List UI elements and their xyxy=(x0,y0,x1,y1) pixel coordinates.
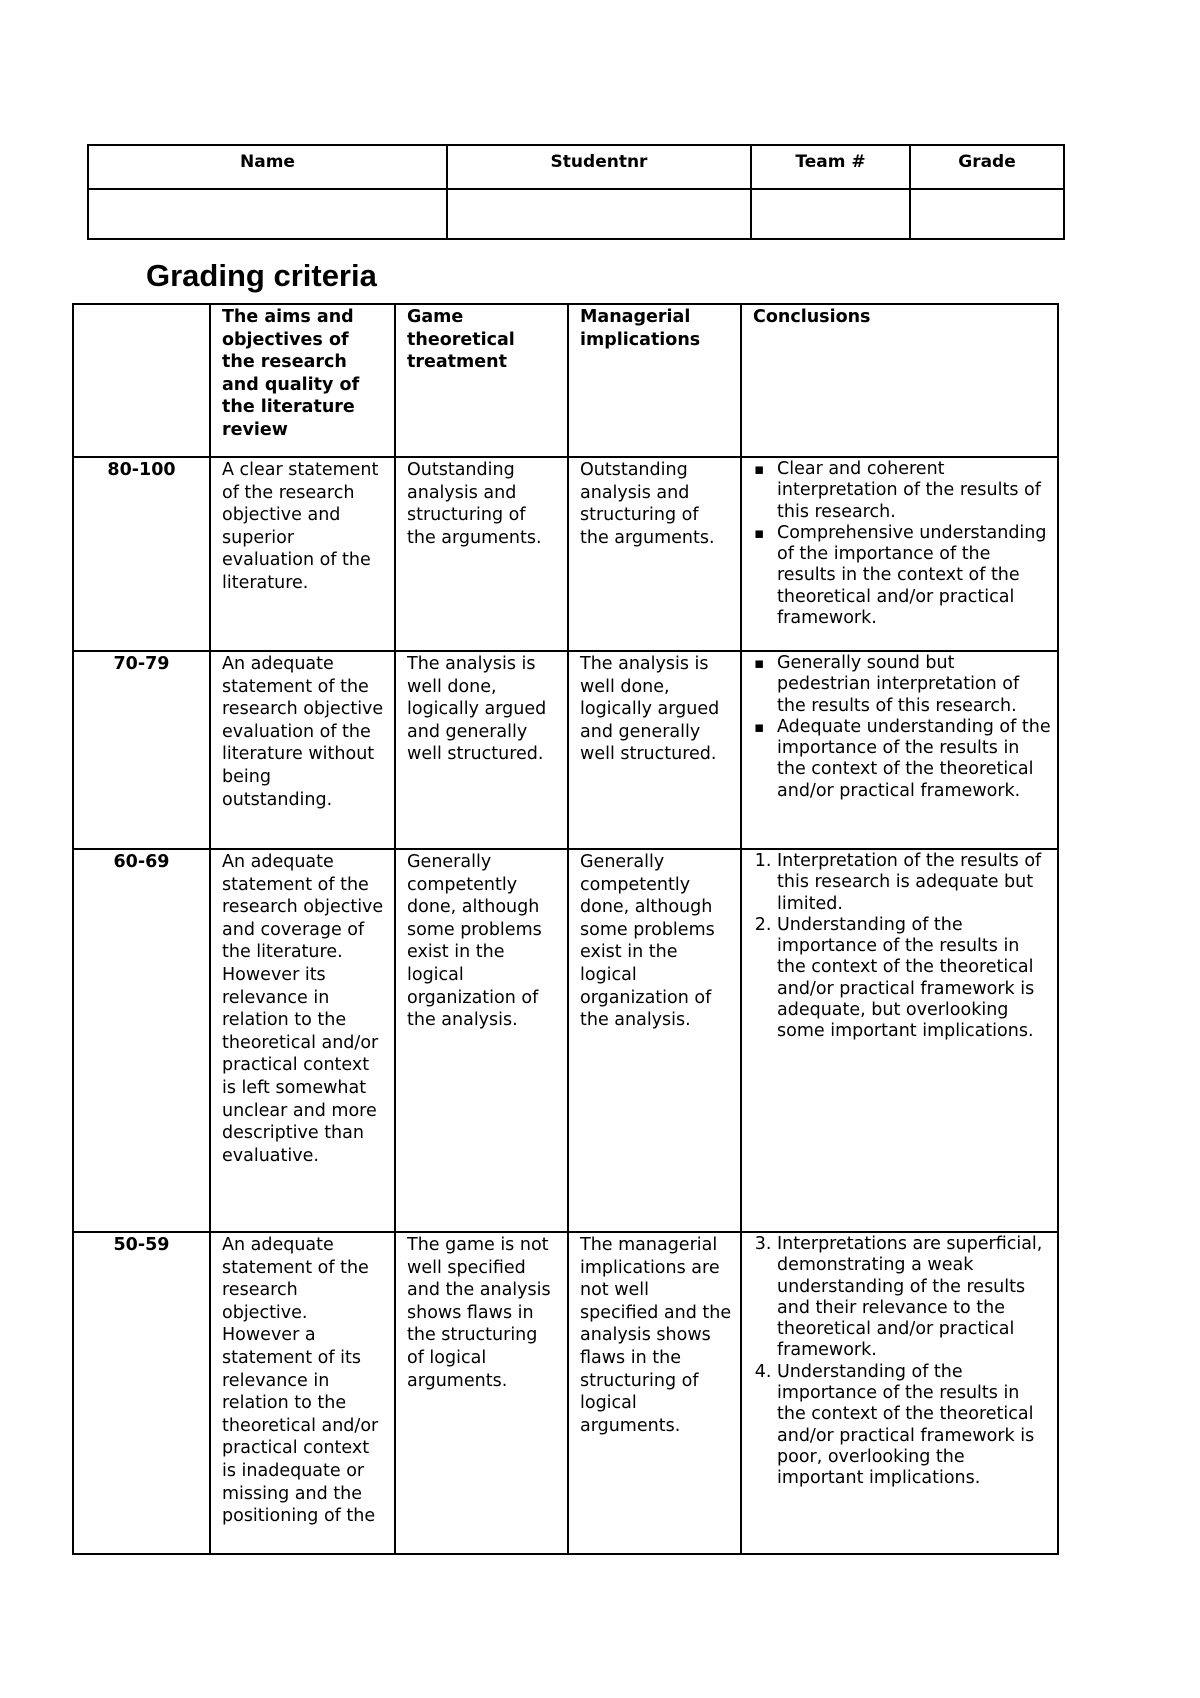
game-cell: Outstanding analysis and structuring of the arguments. xyxy=(395,457,568,651)
conclusions-numbered-list xyxy=(752,1234,1051,1490)
conclusions-cell xyxy=(741,651,1058,849)
conclusions-cell xyxy=(741,1232,1058,1554)
conclusions-cell xyxy=(741,457,1058,651)
game-cell: The game is not well specified and the analysis shows flaws in the structuring of logical arguments. xyxy=(395,1232,568,1554)
list-item: 3. Interpretations are superficial, demonstrating a weak understanding of the results and their relevance to the theoretical and/or practical framework. xyxy=(777,1234,1051,1362)
grade-band: 50-59 xyxy=(73,1232,210,1554)
name-header: Name xyxy=(88,145,447,189)
grading-criteria-table xyxy=(72,303,1059,1555)
managerial-header: Managerial implications xyxy=(568,304,741,457)
list-item: 2. Understanding of the importance of the results in the context of the theoretical and/or practical framework is adequate, but overlooking some important implications. xyxy=(777,915,1051,1043)
grade-field[interactable] xyxy=(910,189,1064,239)
band-header xyxy=(73,304,210,457)
aims-cell: An adequate statement of the research objective and coverage of the literature. However its relevance in relation to the theoretical and/or practical context is left somewhat unclear and more descriptive than evaluative. xyxy=(210,849,395,1232)
table-row xyxy=(73,651,1058,849)
list-item: 4. Understanding of the importance of the results in the context of the theoretical and/or practical framework is poor, overlooking the important implications. xyxy=(777,1362,1051,1490)
game-cell: The analysis is well done, logically argued and generally well structured. xyxy=(395,651,568,849)
aims-cell: An adequate statement of the research objective evaluation of the literature without being outstanding. xyxy=(210,651,395,849)
managerial-cell: Outstanding analysis and structuring of the arguments. xyxy=(568,457,741,651)
team-header: Team # xyxy=(751,145,910,189)
table-row xyxy=(73,1232,1058,1554)
list-item: ▪ Comprehensive understanding of the importance of the results in the context of the theoretical and/or practical framework. xyxy=(777,523,1051,629)
grade-header: Grade xyxy=(910,145,1064,189)
studentnr-header: Studentnr xyxy=(447,145,751,189)
name-field[interactable] xyxy=(88,189,447,239)
table-row xyxy=(73,849,1058,1232)
managerial-cell: The analysis is well done, logically argued and generally well structured. xyxy=(568,651,741,849)
aims-cell: An adequate statement of the research objective. However a statement of its relevance in relation to the theoretical and/or practical context is inadequate or missing and the positioning of the xyxy=(210,1232,395,1554)
grade-band: 60-69 xyxy=(73,849,210,1232)
list-item: ▪ Clear and coherent interpretation of the results of this research. xyxy=(777,459,1051,523)
list-item: ▪ Adequate understanding of the importance of the results in the context of the theoretical and/or practical framework. xyxy=(777,717,1051,802)
student-info-header-row xyxy=(88,145,1064,189)
managerial-cell: Generally competently done, although some problems exist in the logical organization of the analysis. xyxy=(568,849,741,1232)
conclusions-numbered-list xyxy=(752,851,1051,1043)
page-title: Grading criteria xyxy=(146,258,377,293)
criteria-header-row xyxy=(73,304,1058,457)
grade-band: 80-100 xyxy=(73,457,210,651)
conclusions-header: Conclusions xyxy=(741,304,1058,457)
student-info-table xyxy=(87,144,1065,240)
aims-cell: A clear statement of the research objective and superior evaluation of the literature. xyxy=(210,457,395,651)
list-item: ▪ Generally sound but pedestrian interpretation of the results of this research. xyxy=(777,653,1051,717)
conclusions-bullet-list xyxy=(752,459,1051,629)
game-cell: Generally competently done, although some problems exist in the logical organization of the analysis. xyxy=(395,849,568,1232)
conclusions-cell xyxy=(741,849,1058,1232)
studentnr-field[interactable] xyxy=(447,189,751,239)
aims-header: The aims and objectives of the research and quality of the literature review xyxy=(210,304,395,457)
team-field[interactable] xyxy=(751,189,910,239)
list-item: 1. Interpretation of the results of this research is adequate but limited. xyxy=(777,851,1051,915)
conclusions-bullet-list xyxy=(752,653,1051,802)
game-header: Game theoretical treatment xyxy=(395,304,568,457)
grade-band: 70-79 xyxy=(73,651,210,849)
student-info-value-row xyxy=(88,189,1064,239)
managerial-cell: The managerial implications are not well specified and the analysis shows flaws in the structuring of logical arguments. xyxy=(568,1232,741,1554)
table-row xyxy=(73,457,1058,651)
